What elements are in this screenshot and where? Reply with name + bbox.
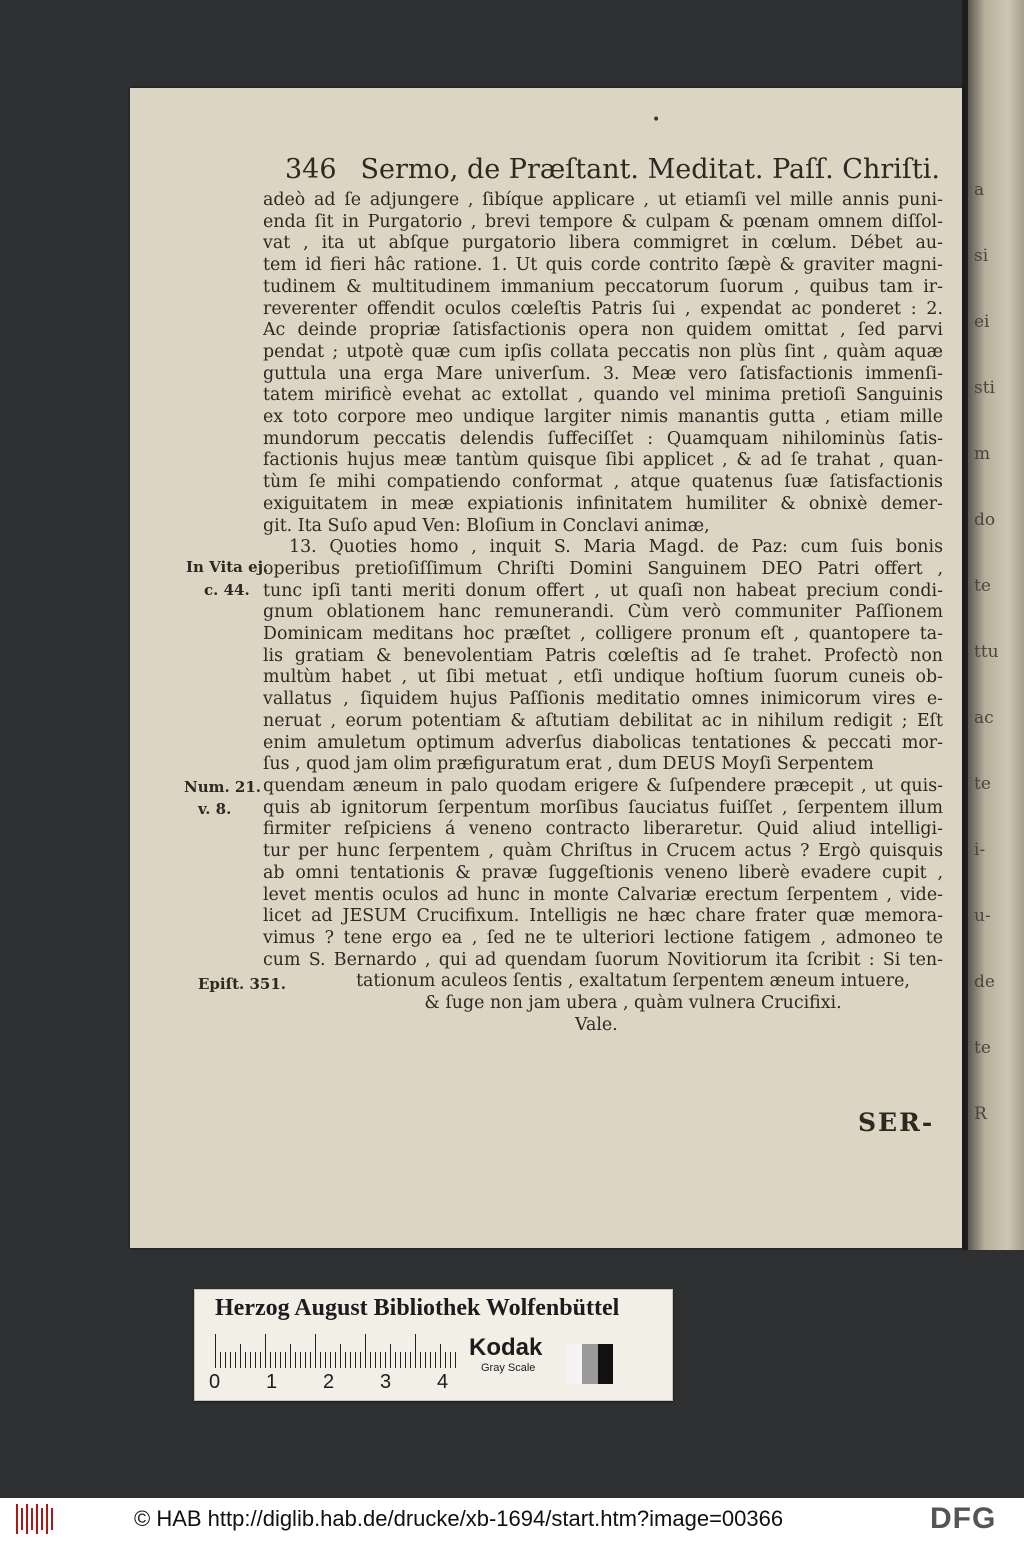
text-line: tur per hunc ſerpentem , quàm Chriſtus in Crucem actus ? Ergò quisquis [263, 841, 943, 862]
text-line: quis ab ignitorum ſerpentum morſibus ſauciatus fuiſſet , ſerpentem illum [263, 797, 943, 818]
ruler-scale [215, 1334, 455, 1368]
adjacent-page-fragment: m [974, 444, 991, 464]
ruler-tick [375, 1352, 376, 1368]
text-line: & ſuge non jam ubera , quàm vulnera Crucifixi. [424, 993, 842, 1014]
gray-swatch [582, 1344, 597, 1384]
ruler-tick [390, 1344, 391, 1368]
text-line: neruat , eorum potentiam & aſtutiam debilitat ac in nihilum redigit ; Eſt [263, 710, 943, 731]
page-body [263, 190, 943, 1036]
ruler-number: 1 [266, 1371, 278, 1393]
dfg-logo: DFG [930, 1502, 997, 1535]
margin-note-epist: Epiſt. 351. [198, 975, 286, 993]
adjacent-page-fragment: u- [974, 906, 991, 926]
ruler-tick [370, 1352, 371, 1368]
text-line: Dominicam meditans hoc præſtet , colligere pronum eſt , quantopere ta- [263, 624, 943, 645]
text-line: quendam æneum in palo quodam erigere & ſuſpendere præcepit , ut quis- [263, 775, 943, 796]
text-line: mundorum peccatis delendis ſuffeciſſet : Quamquam nihilominùs ſatis- [263, 428, 943, 449]
text-line: reverenter offendit oculos cœleſtis Patris ſui , expendat ac ponderet : 2. [263, 298, 943, 319]
ruler-tick [260, 1352, 261, 1368]
catchword: SER- [858, 1108, 935, 1137]
text-line: exiguitatem in meæ expiationis infinitatem humiliter & obnixè demer- [263, 493, 943, 514]
text-line: gnum oblationem hanc remunerandi. Cùm verò communiter Paſſionem [263, 602, 943, 623]
text-line: licet ad JESUM Crucifixum. Intelligis ne hæc chare frater quæ memora- [263, 906, 943, 927]
ruler-tick [220, 1352, 221, 1368]
ruler-tick [275, 1352, 276, 1368]
ruler-tick [325, 1352, 326, 1368]
gray-swatches [567, 1344, 613, 1384]
ruler-tick [450, 1352, 451, 1368]
text-line: adeò ad ſe adjungere , ſibíque applicare , ut etiamſi vel mille annis puni- [263, 190, 943, 210]
adjacent-page-fragment: te [974, 576, 991, 596]
margin-note-vita-cap: c. 44. [204, 581, 250, 599]
gray-swatch [567, 1344, 582, 1384]
library-name: Herzog August Bibliothek Wolfenbüttel [215, 1295, 620, 1321]
ruler-tick [245, 1352, 246, 1368]
book-page [130, 88, 962, 1248]
text-line: vat , ita ut abſque purgatorio libera commigret in cœlum. Débet au- [263, 233, 943, 254]
ruler-number: 4 [437, 1371, 449, 1393]
running-head [285, 154, 940, 185]
ruler-tick [305, 1352, 306, 1368]
margin-note-num: Num. 21. [184, 778, 262, 796]
page-number: 346 [285, 154, 337, 185]
ruler-tick [365, 1334, 366, 1368]
ruler-tick [270, 1352, 271, 1368]
text-line: tùm ſe mihi compatiendo conformat , atque quatenus ſuæ ſatisfactionis [263, 472, 943, 493]
running-head-title: Sermo, de Præſtant. Meditat. Paſſ. Chriſti. [360, 154, 940, 185]
adjacent-page-edge [968, 0, 1024, 1250]
ruler-tick [385, 1352, 386, 1368]
ruler-tick [440, 1344, 441, 1368]
text-line: Ac deinde propriæ ſatisfactionis opera non quidem omittat , ſed parvi [263, 320, 943, 341]
text-line: tem id fieri hâc ratione. 1. Ut quis corde contrito ſæpè & graviter magni- [263, 255, 943, 276]
ruler-tick [255, 1352, 256, 1368]
text-line: enim amuletum optimum adverſus diabolicas tentationes & peccati mor- [263, 732, 943, 753]
ruler-tick [295, 1352, 296, 1368]
ruler-tick [225, 1352, 226, 1368]
text-line: 13. Quoties homo , inquit S. Maria Magd. de Paz: cum ſuis bonis [289, 537, 943, 558]
gray-scale-label: Gray Scale [481, 1362, 536, 1374]
ruler-tick [335, 1352, 336, 1368]
margin-note-vita: In Vita ej. [186, 558, 269, 576]
adjacent-page-fragment: te [974, 774, 991, 794]
ruler-tick [360, 1352, 361, 1368]
ruler-tick [310, 1352, 311, 1368]
text-line: Vale. [575, 1014, 618, 1035]
ruler-tick [405, 1352, 406, 1368]
text-line: enda ſit in Purgatorio , brevi tempore & culpam & pœnam omnem diſſol- [263, 211, 943, 232]
adjacent-page-fragment: ei [974, 312, 990, 332]
ruler-tick [235, 1352, 236, 1368]
text-line: vimus ? tene ergo ea , ſed ne te ulteriori lectione fatigem , admoneo te [263, 927, 943, 948]
library-color-card [194, 1289, 673, 1401]
text-line: operibus pretioſiſſimum Chriſti Domini Sanguinem DEO Patri offert , [263, 558, 943, 579]
gray-swatch [598, 1344, 613, 1384]
ruler-number: 3 [380, 1371, 392, 1393]
text-line: pendat ; utpotè quæ cum ipſis collata peccatis non plùs ſint , quàm aquæ [263, 341, 943, 362]
text-line: tationum aculeos ſentis , exaltatum ſerpentem æneum intuere, [356, 971, 910, 992]
ruler-numbers [209, 1371, 469, 1395]
text-line: ſus , quod jam olim præfiguratum erat , dum DEUS Moyſi Serpentem [263, 754, 874, 775]
ruler-tick [240, 1344, 241, 1368]
ruler-tick [285, 1352, 286, 1368]
ruler-tick [265, 1334, 266, 1368]
ruler-tick [400, 1352, 401, 1368]
ruler-tick [290, 1344, 291, 1368]
adjacent-page-fragment: do [974, 510, 996, 530]
adjacent-page-fragment: si [974, 246, 989, 266]
ruler-tick [420, 1352, 421, 1368]
adjacent-page-fragment: ttu [974, 642, 999, 662]
adjacent-page-fragment: i- [974, 840, 986, 860]
text-line: git. Ita Suſo apud Ven: Bloſium in Conclavi animæ, [263, 515, 710, 536]
ruler-tick [455, 1352, 456, 1368]
ruler-tick [345, 1352, 346, 1368]
text-line: tatem mirificè evehat ac extollat , quando vel minima pretioſi Sanguinis [263, 385, 943, 406]
ruler-tick [395, 1352, 396, 1368]
ruler-tick [230, 1352, 231, 1368]
text-line: lis gratiam & benevolentiam Patris cœleſtis ad ſe trahet. Profectò non [263, 645, 943, 666]
text-line: factionis hujus meæ tantùm quisque ſibi applicet , & ad ſe trahat , quan- [263, 450, 943, 471]
text-line: ex toto corpore meo undique largiter nimis manantis gutta , etiam mille [263, 407, 943, 428]
text-line: firmiter reſpiciens á veneno contracto liberaretur. Quid aliud intelligi- [263, 819, 943, 840]
ruler-tick [410, 1352, 411, 1368]
ruler-tick [425, 1352, 426, 1368]
adjacent-page-fragment: ac [974, 708, 994, 728]
adjacent-page-fragment: R [974, 1104, 987, 1124]
margin-note-num-v: v. 8. [198, 800, 232, 818]
adjacent-page-fragment: te [974, 1038, 991, 1058]
ruler-tick [250, 1352, 251, 1368]
text-line: ab omni tentationis & pravæ ſuggeſtionis veneno liberè evadere cupit , [263, 862, 943, 883]
text-line: tudinem & multitudinem immanium peccatorum ſuorum , quibus tam ir- [263, 276, 943, 297]
ruler-tick [350, 1352, 351, 1368]
adjacent-page-fragment: sti [974, 378, 995, 398]
footer-credit[interactable]: © HAB http://diglib.hab.de/drucke/xb-1694/start.htm?image=00366 [134, 1506, 784, 1531]
ruler-tick [280, 1352, 281, 1368]
ruler-number: 0 [209, 1371, 221, 1393]
ruler-tick [430, 1352, 431, 1368]
kodak-brand: Kodak [469, 1334, 543, 1361]
ruler-tick [445, 1352, 446, 1368]
ruler-tick [435, 1352, 436, 1368]
text-line: cum S. Bernardo , qui ad quendam ſuorum Novitiorum ita ſcribit : Si ten- [263, 949, 943, 970]
hab-logo-icon [16, 1504, 53, 1534]
ruler-tick [300, 1352, 301, 1368]
ruler-tick [340, 1344, 341, 1368]
ruler-tick [355, 1352, 356, 1368]
text-line: levet mentis oculos ad hunc in monte Calvariæ erectum ſerpentem , vide- [263, 884, 943, 905]
ruler-tick [320, 1352, 321, 1368]
adjacent-page-fragment: a [974, 180, 985, 200]
footer-bar [0, 1498, 1024, 1541]
page-dot: • [652, 112, 661, 128]
ruler-tick [215, 1334, 216, 1368]
ruler-tick [380, 1352, 381, 1368]
text-line: guttula una erga Mare univerſum. 3. Meæ vero ſatisfactionis immenſi- [263, 363, 943, 384]
ruler-tick [415, 1334, 416, 1368]
text-line: multùm habet , ut ſibi metuat , etſi undique hoſtium ſuorum cuneis ob- [263, 667, 943, 688]
ruler-tick [330, 1352, 331, 1368]
text-line: vallatus , ſiquidem hujus Paſſionis meditatio omnes inimicorum vires e- [263, 689, 943, 710]
text-line: tunc ipſi tanti meriti donum offert , ut quaſi non habeat precium condi- [263, 580, 943, 601]
ruler-tick [315, 1334, 316, 1368]
ruler-number: 2 [323, 1371, 335, 1393]
adjacent-page-fragment: de [974, 972, 995, 992]
